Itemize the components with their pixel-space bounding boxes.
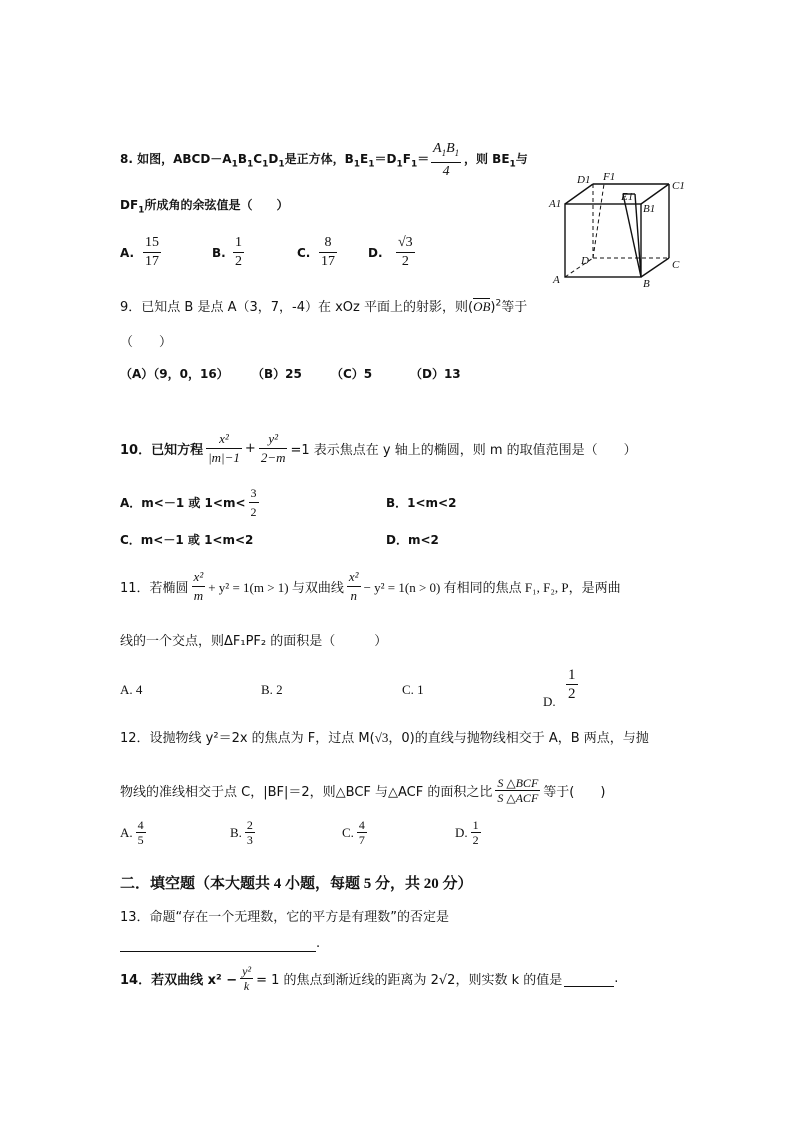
q11-number: 11．若椭圆 xyxy=(120,581,189,596)
q12-line1-b: ，0)的直线与抛物线相交于 A，B 两点，与抛 xyxy=(388,731,649,746)
q12-opt-c-den: 7 xyxy=(358,833,365,847)
label-B: B xyxy=(643,278,650,290)
q10-frac1 xyxy=(206,430,242,467)
q8-option-b-frac xyxy=(233,234,244,271)
q9-text: 9．已知点 B 是点 A（3，7，-4）在 xOz 平面上的射影，则 xyxy=(120,300,468,315)
q9-option-a: （A）（9，0，16） xyxy=(120,367,229,381)
q8-option-a xyxy=(120,246,134,260)
q11-option-a: A. 4 xyxy=(120,682,143,697)
q10-option-a xyxy=(120,484,262,521)
q12-opt-b-label: B. xyxy=(230,824,242,840)
q10-tail: =1 表示焦点在 y 轴上的椭圆，则 m 的取值范围是（ ） xyxy=(290,443,637,458)
q8-line2-a: DF xyxy=(120,198,139,212)
q11-option-d: D. xyxy=(543,694,556,709)
q8-line1-tail: ，则 $BE_1$与 xyxy=(464,152,528,170)
q8-opt-b-label: B. xyxy=(212,246,226,260)
q10-opt-a-num: 3 xyxy=(249,484,259,503)
q12-ratio-den: S △ACF xyxy=(497,791,539,805)
q11-ellipse-frac xyxy=(192,568,206,605)
q12-opt-b-den: 3 xyxy=(246,833,253,847)
label-B1: B1 xyxy=(643,203,656,215)
q12-opt-a-label: A. xyxy=(120,824,133,840)
q8-line2: $DF_1$所成角的余弦值是（ ） xyxy=(120,198,289,216)
q11-hyperbola-frac xyxy=(347,568,361,605)
q11-line1 xyxy=(120,568,621,605)
q12-line2-tail: 等于( ) xyxy=(543,785,606,800)
label-A: A xyxy=(553,274,560,286)
q8-tail: ，则 BE xyxy=(464,152,510,166)
q8-frac-den: 4 xyxy=(442,163,450,179)
q10-plus: + xyxy=(244,441,256,456)
label-C1: C1 xyxy=(672,180,685,192)
q12-opt-d-den: 2 xyxy=(472,833,479,847)
q8-opt-d-num: √3 xyxy=(396,234,415,253)
q10-line1 xyxy=(120,430,637,467)
q8-line2-tail: 所成角的余弦值是（ ） xyxy=(144,198,289,212)
q12-option-d xyxy=(455,818,484,847)
q13-text: 13．命题“存在一个无理数，它的平方是有理数”的否定是 xyxy=(120,910,450,925)
q9-option-b: （B）25 xyxy=(252,367,302,381)
q8-option-b xyxy=(212,246,226,260)
q9-tail: 等于 xyxy=(501,300,528,315)
q11-e-num: x² xyxy=(192,568,206,587)
q8-opt-a-label: A. xyxy=(120,246,135,260)
q9-option-d: （D）13 xyxy=(410,367,461,381)
label-E1: E1 xyxy=(621,191,634,203)
label-D: D xyxy=(581,255,589,267)
q11-h-den: n xyxy=(350,588,357,603)
q8-option-d xyxy=(368,246,383,260)
q12-opt-d-label: D. xyxy=(455,824,468,840)
q8-frac-a: A xyxy=(433,141,442,156)
q8-opt-b-den: 2 xyxy=(235,254,242,269)
q14-pre: 14．若双曲线 x² − xyxy=(120,973,238,988)
q8-opt-d-den: 2 xyxy=(401,254,409,269)
q12-opt-c-num: 4 xyxy=(358,818,365,832)
label-D1: D1 xyxy=(577,174,591,186)
q11-option-d-frac xyxy=(566,666,578,703)
q8-option-d-frac xyxy=(396,234,415,271)
q10-option-b: B．1<m<2 xyxy=(386,496,457,510)
q8-stem-b: 是正方体，B xyxy=(284,152,354,166)
q8-opt-d-label: D. xyxy=(368,246,383,260)
q13-end: . xyxy=(316,936,321,951)
q10-frac1-den: |m|−1 xyxy=(208,450,240,465)
q14-line xyxy=(120,964,618,993)
q8-option-c xyxy=(297,246,310,260)
cube-figure xyxy=(545,172,690,290)
q12-ratio-num: S △BCF xyxy=(497,776,539,790)
q8-number: 8. xyxy=(120,152,133,166)
q12-line1 xyxy=(120,727,649,746)
q11-h-tail: − y² = 1(n > 0) 有相同的焦点 F₁, F₂, P，是两曲 xyxy=(363,580,621,595)
q9-paren: （ ） xyxy=(120,335,173,350)
q9-line1: 9．已知点 B 是点 A（3，7，-4）在 xOz 平面上的射影，则(OB)$^2$等于 xyxy=(120,298,528,315)
q8-line1: 8. 如图，$ABCD-A_1B_1C_1D_1$是正方体，$B_1E_1=D_1F_1=$ xyxy=(120,152,430,170)
q11-e-tail: + y² = 1(m > 1) 与双曲线 xyxy=(208,580,344,595)
q10-opt-a-text: A．m<－1 或 1<m< xyxy=(120,496,246,510)
q9-vector: OB xyxy=(473,299,491,314)
q8-tail2: 与 xyxy=(515,152,528,166)
q12-ratio xyxy=(495,776,540,805)
q11-opt-d-num: 1 xyxy=(568,667,576,683)
q10-number: 10．已知方程 xyxy=(120,443,204,458)
q10-option-c: C．m<－1 或 1<m<2 xyxy=(120,533,254,547)
q10-frac2-num: y² xyxy=(259,430,288,449)
q8-fraction: $\frac{A_1B_1}{4}$ xyxy=(433,141,460,179)
q8-opt-a-num: 15 xyxy=(143,234,161,253)
q14-mid: = 1 的焦点到渐近线的距离为 2√2，则实数 k 的值是 xyxy=(256,973,563,988)
q10-frac2-den: 2−m xyxy=(260,450,286,465)
q12-option-a xyxy=(120,818,149,847)
q10-frac2 xyxy=(259,430,288,467)
q8-opt-c-num: 8 xyxy=(319,234,337,253)
q8-opt-b-num: 1 xyxy=(233,234,244,253)
q14-frac-num: y² xyxy=(242,964,252,978)
q12-opt-a-den: 5 xyxy=(137,833,144,847)
label-F1: F1 xyxy=(603,172,616,183)
q8-opt-c-label: C. xyxy=(297,246,311,260)
label-C: C xyxy=(672,259,680,271)
q8-stem-eq2: ＝ xyxy=(417,152,430,166)
q13-answer-blank[interactable] xyxy=(120,936,320,952)
q8-opt-a-den: 17 xyxy=(145,254,159,269)
q8-opt-c-den: 17 xyxy=(321,254,335,269)
q10-opt-a-frac xyxy=(249,484,259,521)
q11-e-den: m xyxy=(193,588,204,603)
label-A1: A1 xyxy=(549,198,562,210)
q14-frac-den: k xyxy=(243,979,250,993)
q11-option-c: C. 1 xyxy=(402,682,424,697)
q12-sqrt: √3 xyxy=(374,730,389,745)
q10-opt-a-den: 2 xyxy=(250,505,257,519)
q8-option-a-frac xyxy=(143,234,161,271)
q14-frac xyxy=(240,964,253,993)
q12-opt-b-num: 2 xyxy=(246,818,253,832)
q12-line2 xyxy=(120,776,605,805)
q9-option-c: （C）5 xyxy=(331,367,373,381)
section-heading: 二．填空题（本大题共 4 小题，每题 5 分，共 20 分） xyxy=(120,876,473,892)
q12-opt-a-num: 4 xyxy=(137,818,144,832)
q8-option-c-frac xyxy=(319,234,337,271)
q11-h-num: x² xyxy=(347,568,361,587)
q14-end: . xyxy=(614,971,619,986)
q10-frac1-num: x² xyxy=(206,430,242,449)
q12-opt-c-label: C. xyxy=(342,824,354,840)
q12-line2-text: 物线的准线相交于点 C，|BF|＝2，则△BCF 与△ACF 的面积之比 xyxy=(120,785,493,800)
q11-option-b: B. 2 xyxy=(261,682,283,697)
q8-stem: 如图，ABCD－A xyxy=(137,152,232,166)
q12-option-b xyxy=(230,818,258,847)
q10-option-d: D．m<2 xyxy=(386,533,439,547)
q8-stem-eq: ＝D xyxy=(374,152,397,166)
q14-answer-blank[interactable] xyxy=(564,971,614,987)
q8-frac-b: B xyxy=(446,141,455,156)
q11-opt-d-den: 2 xyxy=(568,686,576,702)
q12-option-c xyxy=(342,818,370,847)
q12-opt-d-num: 1 xyxy=(472,818,479,832)
q12-line1-a: 12．设抛物线 y²＝2x 的焦点为 F，过点 M( xyxy=(120,731,375,746)
q11-line2: 线的一个交点，则ΔF₁PF₂ 的面积是（ ） xyxy=(120,634,388,649)
